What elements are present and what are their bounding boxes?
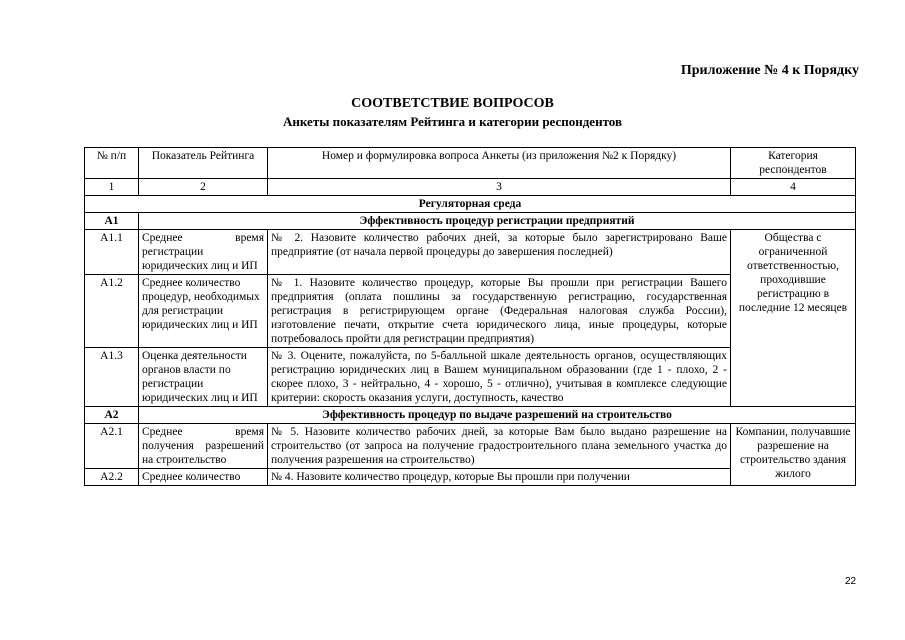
group-row	[85, 407, 856, 424]
column-number: 1	[85, 179, 139, 196]
header-cell-question: Номер и формулировка вопроса Анкеты (из приложения №2 к Порядку)	[268, 148, 731, 179]
column-number: 3	[268, 179, 731, 196]
row-number: А2.2	[85, 469, 139, 486]
table-row	[85, 424, 856, 469]
document-subtitle: Анкеты показателям Рейтинга и категории респондентов	[283, 114, 622, 129]
row-number: А1.2	[85, 275, 139, 348]
row-question: № 1. Назовите количество процедур, которые Вы прошли при регистрации Вашего предприятия (оплата пошлины за государственную регистрацию, государственная регистрация в регистрирующем органе (Федеральная налоговая служба России), изготовление печати, открытие счета юридического лица, иные процедуры, которые потребовалось пройти для регистрации предприятия)	[268, 275, 731, 348]
row-number: А1.1	[85, 230, 139, 275]
row-question: № 3. Оцените, пожалуйста, по 5-балльной шкале деятельность органов, осуществляющих регистрацию юридических лиц в Вашем муниципальном образовании (где 1 - плохо, 2 - скорее плохо, 3 - нейтрально, 4 - хорошо, 5 - отлично), учитывая в комплексе следующие критерии: скорость оказания услуги, доступность, качество	[268, 348, 731, 407]
row-question: № 5. Назовите количество рабочих дней, за которые Вам было выдано разрешение на строительство (от запроса на получение градостроительного плана земельного участка до получения разрешения на строительство)	[268, 424, 731, 469]
row-indicator: Среднее количество процедур, необходимых для регистрации юридических лиц и ИП	[139, 275, 268, 348]
table-header-row	[85, 148, 856, 179]
group-code: А1	[85, 213, 139, 230]
page-number: 22	[845, 576, 857, 587]
header-cell-number: № п/п	[85, 148, 139, 179]
row-number: А1.3	[85, 348, 139, 407]
header-cell-respondents: Категория респондентов	[731, 148, 856, 179]
document-title: СООТВЕТСТВИЕ ВОПРОСОВ	[351, 96, 554, 111]
section-row	[85, 196, 856, 213]
column-number: 4	[731, 179, 856, 196]
row-respondents: Компании, получавшие разрешение на строительство здания жилого	[731, 424, 856, 486]
row-indicator: Среднее количество	[139, 469, 268, 486]
table-row	[85, 230, 856, 275]
group-code: А2	[85, 407, 139, 424]
column-number: 2	[139, 179, 268, 196]
row-indicator: Среднее время получения разрешений на строительство	[139, 424, 268, 469]
row-indicator: Оценка деятельности органов власти по регистрации юридических лиц и ИП	[139, 348, 268, 407]
row-question: № 4. Назовите количество процедур, которые Вы прошли при получении	[268, 469, 731, 486]
column-number-row	[85, 179, 856, 196]
group-title: Эффективность процедур регистрации предприятий	[139, 213, 856, 230]
appendix-label: Приложение № 4 к Порядку	[680, 63, 859, 78]
row-question: № 2. Назовите количество рабочих дней, за которые было зарегистрировано Ваше предприятие (от начала первой процедуры до завершения последней)	[268, 230, 731, 275]
row-respondents: Общества с ограниченной ответственностью, проходившие регистрацию в последние 12 месяцев	[731, 230, 856, 407]
group-title: Эффективность процедур по выдаче разрешений на строительство	[139, 407, 856, 424]
header-cell-indicator: Показатель Рейтинга	[139, 148, 268, 179]
row-indicator: Среднее время регистрации юридических лиц и ИП	[139, 230, 268, 275]
correspondence-table	[84, 147, 856, 486]
group-row	[85, 213, 856, 230]
row-number: А2.1	[85, 424, 139, 469]
section-title: Регуляторная среда	[85, 196, 856, 213]
